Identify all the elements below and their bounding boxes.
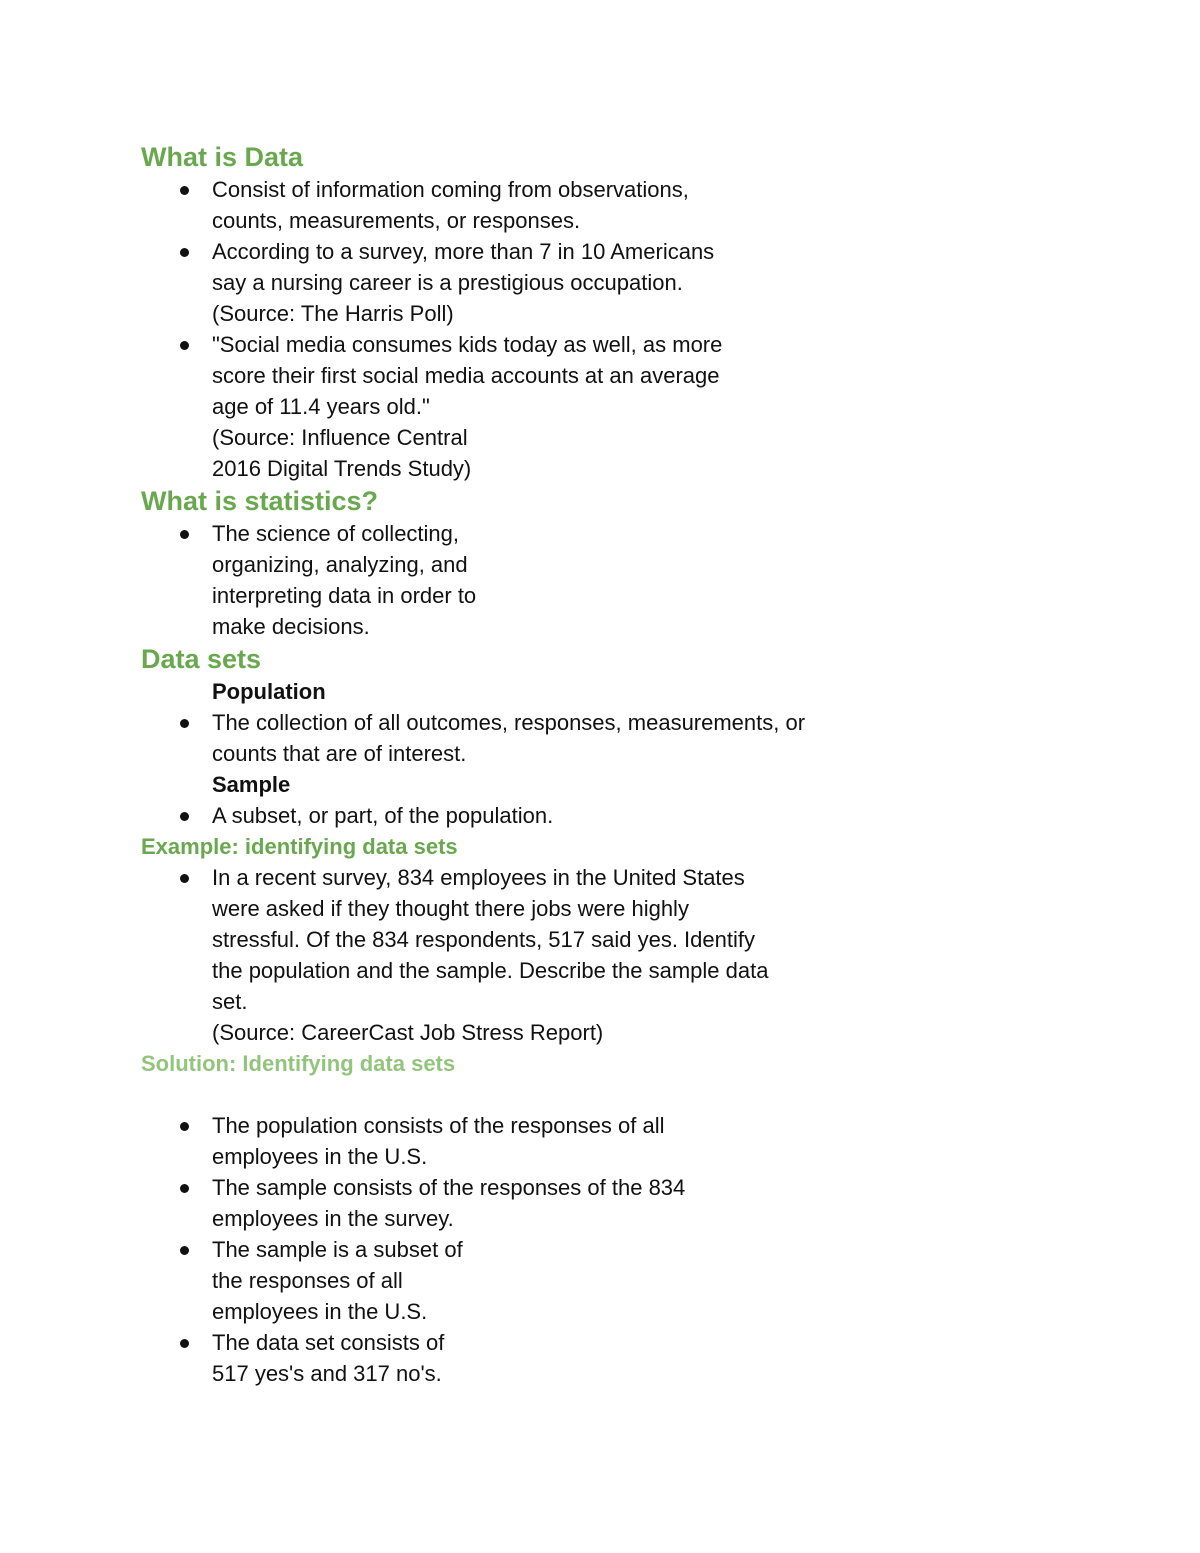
text-line: counts that are of interest. (212, 741, 467, 766)
text-line: say a nursing career is a prestigious occupation. (212, 270, 683, 295)
text-line: 517 yes's and 317 no's. (212, 1361, 442, 1386)
list-example (141, 862, 1041, 1048)
text-line: set. (212, 989, 248, 1014)
text-line: The data set consists of (212, 1330, 445, 1355)
text-line: were asked if they thought there jobs were highly (212, 896, 689, 921)
text-line: the population and the sample. Describe the sample data (212, 958, 769, 983)
list-item (141, 1234, 1041, 1327)
bullet-icon (180, 530, 189, 539)
list-solution (141, 1110, 1041, 1389)
bullet-icon (180, 341, 189, 350)
text-line: (Source: The Harris Poll) (212, 301, 454, 326)
list-item (141, 329, 1041, 484)
text-line: (Source: CareerCast Job Stress Report) (212, 1020, 604, 1045)
text-line: (Source: Influence Central (212, 425, 468, 450)
list-item (141, 1327, 1041, 1389)
bullet-icon (180, 1246, 189, 1255)
text-line: The sample consists of the responses of the 834 (212, 1175, 686, 1200)
text-line: Consist of information coming from observations, (212, 177, 689, 202)
bullet-icon (180, 186, 189, 195)
list-item (141, 1110, 1041, 1172)
text-line: interpreting data in order to (212, 583, 477, 608)
subheading-population: Population (212, 679, 326, 704)
text-line: score their first social media accounts at an average (212, 363, 720, 388)
text-line: counts, measurements, or responses. (212, 208, 581, 233)
text-line: employees in the U.S. (212, 1144, 428, 1169)
list-item (141, 800, 1041, 831)
heading-what-is-statistics: What is statistics? (141, 486, 379, 516)
list-item (141, 174, 1041, 236)
bullet-icon (180, 1339, 189, 1348)
text-line: In a recent survey, 834 employees in the United States (212, 865, 745, 890)
text-line: The population consists of the responses of all (212, 1113, 665, 1138)
list-item (141, 236, 1041, 329)
text-line: organizing, analyzing, and (212, 552, 468, 577)
heading-solution: Solution: Identifying data sets (141, 1051, 456, 1076)
text-line: "Social media consumes kids today as well, as more (212, 332, 723, 357)
heading-data-sets: Data sets (141, 644, 262, 674)
text-line: stressful. Of the 834 respondents, 517 said yes. Identify (212, 927, 755, 952)
list-what-is-data (141, 174, 1041, 484)
subheading-sample: Sample (212, 772, 291, 797)
list-item (141, 862, 1041, 1048)
heading-example: Example: identifying data sets (141, 834, 458, 859)
text-line: 2016 Digital Trends Study) (212, 456, 472, 481)
bullet-icon (180, 874, 189, 883)
text-line: The sample is a subset of (212, 1237, 463, 1262)
text-line: employees in the survey. (212, 1206, 454, 1231)
text-line: age of 11.4 years old." (212, 394, 430, 419)
bullet-icon (180, 1122, 189, 1131)
text-line: According to a survey, more than 7 in 10 Americans (212, 239, 715, 264)
list-sample (141, 800, 1041, 831)
list-item (141, 707, 1041, 769)
list-item (141, 1172, 1041, 1234)
heading-what-is-data: What is Data (141, 142, 304, 172)
blank-line (141, 1079, 1041, 1110)
text-line: The collection of all outcomes, responses, measurements, or (212, 710, 806, 735)
bullet-icon (180, 719, 189, 728)
text-line: The science of collecting, (212, 521, 460, 546)
text-line: A subset, or part, of the population. (212, 803, 554, 828)
text-line: make decisions. (212, 614, 370, 639)
bullet-icon (180, 812, 189, 821)
text-line: employees in the U.S. (212, 1299, 428, 1324)
list-population (141, 707, 1041, 769)
text-line: the responses of all (212, 1268, 403, 1293)
bullet-icon (180, 1184, 189, 1193)
bullet-icon (180, 248, 189, 257)
document-page (141, 140, 1041, 1389)
list-item (141, 518, 1041, 642)
list-what-is-statistics (141, 518, 1041, 642)
